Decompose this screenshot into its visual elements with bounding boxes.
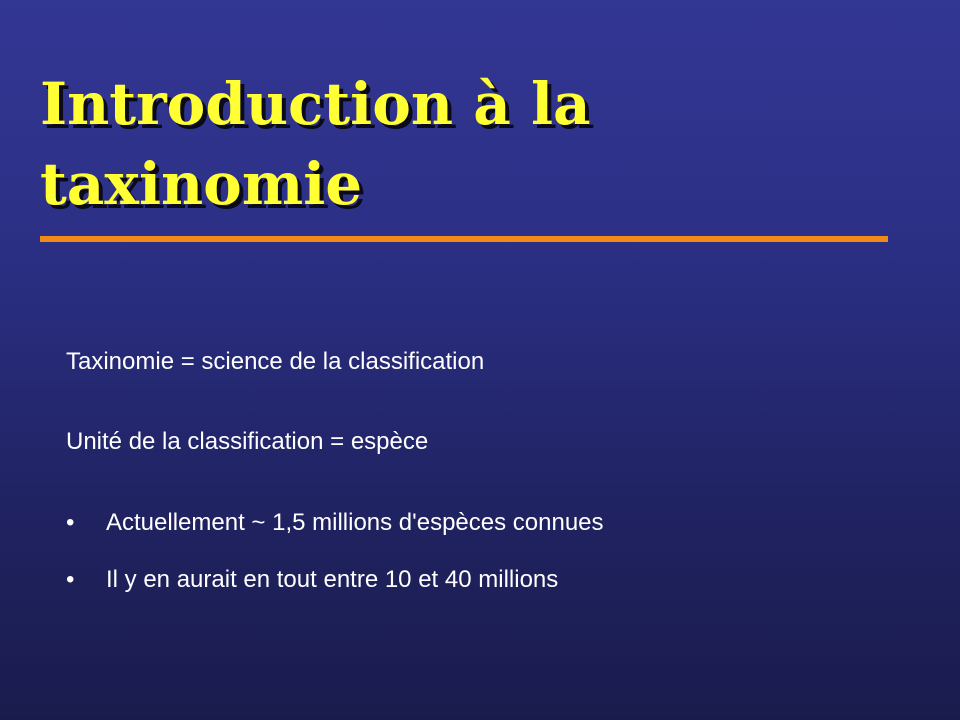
slide-title-line-2: taxinomie xyxy=(40,150,363,218)
unit-text: Unité de la classification = espèce xyxy=(66,428,429,455)
bullet-icon: • xyxy=(66,566,75,593)
bullet-item xyxy=(66,508,604,538)
slide-title-line-1: Introduction à la xyxy=(40,70,591,138)
definition-text: Taxinomie = science de la classification xyxy=(66,348,485,375)
bullet-icon: • xyxy=(66,509,75,536)
bullet-text: Il y en aurait en tout entre 10 et 40 millions xyxy=(106,566,559,593)
bullet-text: Actuellement ~ 1,5 millions d'espèces connues xyxy=(106,509,604,536)
bullet-item xyxy=(66,565,558,595)
slide-title xyxy=(40,64,591,224)
title-underline-divider xyxy=(40,236,888,242)
